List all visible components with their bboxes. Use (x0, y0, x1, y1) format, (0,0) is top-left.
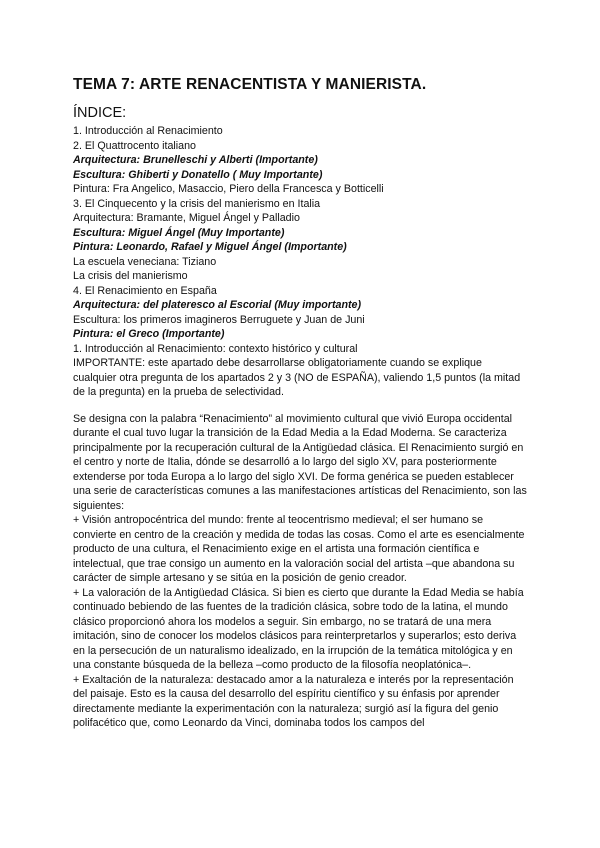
index-item: La crisis del manierismo (73, 270, 188, 282)
index-item: Arquitectura: Bramante, Miguel Ángel y Palladio (73, 212, 300, 224)
index-item: Escultura: Ghiberti y Donatello ( Muy Importante) (73, 168, 323, 181)
index-item: 4. El Renacimiento en España (73, 284, 217, 297)
index-item: 1. Introducción al Renacimiento (73, 125, 223, 137)
index-item: Arquitectura: Brunelleschi y Alberti (Importante) (73, 154, 318, 166)
index-item: 2. El Quattrocento italiano (73, 139, 196, 152)
index-item: Escultura: Miguel Ángel (Muy Importante) (73, 226, 285, 239)
index-item: Pintura: el Greco (Importante) (73, 328, 225, 340)
body-paragraph: + Exaltación de la naturaleza: destacado amor a la naturaleza e interés por la representación del paisaje. Esto es la causa del desarrollo del espíritu científico y su énfasis por aprender directamente mediante la experimentación con la naturaleza; surgió así la figura del genio polifacético que, como Leonardo da Vinci, dominaba todos los campos del (73, 673, 514, 729)
index-list (73, 124, 528, 342)
index-item: Pintura: Fra Angelico, Masaccio, Piero della Francesca y Botticelli (73, 183, 384, 195)
paragraph-spacer (73, 400, 528, 412)
index-item: Arquitectura: del plateresco al Escorial (Muy importante) (73, 299, 362, 311)
important-note: IMPORTANTE: este apartado debe desarrollarse obligatoriamente cuando se explique cualquier otra pregunta de los apartados 2 y 3 (NO de ESPAÑA), valiendo 1,5 puntos (la mitad de la pregunta) en la prueba de selectividad. (73, 357, 521, 398)
index-item: 3. El Cinquecento y la crisis del manierismo en Italia (73, 197, 321, 210)
body-paragraph: Se designa con la palabra “Renacimiento” al movimiento cultural que vivió Europa occidental durante el cual tuvo lugar la transición de la Edad Media a la Edad Moderna. Se caracteriza principalmente por la recuperación cultural de la Antigüedad clásica. El Renacimiento surgió en el centro y norte de Italia, dónde se desarrolló a lo largo del siglo XV, para posteriormente extenderse por toda Europa a lo largo del siglo XVI. De forma genérica se pueden establecer una serie de características comunes a las manifestaciones artísticas del Renacimiento, son las siguientes: (73, 412, 527, 512)
index-item: La escuela veneciana: Tiziano (73, 255, 217, 268)
index-item: Pintura: Leonardo, Rafael y Miguel Ángel (Importante) (73, 241, 347, 253)
document-title: TEMA 7: ARTE RENACENTISTA Y MANIERISTA. (73, 76, 427, 93)
index-heading: ÍNDICE: (73, 105, 127, 121)
body-paragraph: + Visión antropocéntrica del mundo: frente al teocentrismo medieval; el ser humano se convierte en centro de la creación y medida de todas las cosas. Como el arte es esencialmente producto de una cultura, el Renacimiento exige en el artista una formación científica e intelectual, que trae consigo un aumento en la valoración social del artista –que abandona su carácter de simple artesano y se sitúa en la posición de genio creador. (73, 514, 525, 584)
body-paragraph: + La valoración de la Antigüedad Clásica. Si bien es cierto que durante la Edad Media se había continuado bebiendo de las fuentes de la tradición clásica, sobre todo de la latina, el mundo clásico proporcionó ahora los modelos a seguir. Sin embargo, no se tratará de una mera imitación, sino de conocer los modelos clásicos para reinterpretarlos y superarlos; esto deriva en la persecución de un naturalismo idealizado, en la irrupción de la temática mitológica y en una constante búsqueda de la belleza –como producto de la filosofía neoplatónica–. (73, 586, 524, 671)
section-heading: 1. Introducción al Renacimiento: contexto histórico y cultural (73, 342, 358, 355)
document-body (73, 104, 528, 731)
index-item: Escultura: los primeros imagineros Berruguete y Juan de Juni (73, 313, 365, 326)
